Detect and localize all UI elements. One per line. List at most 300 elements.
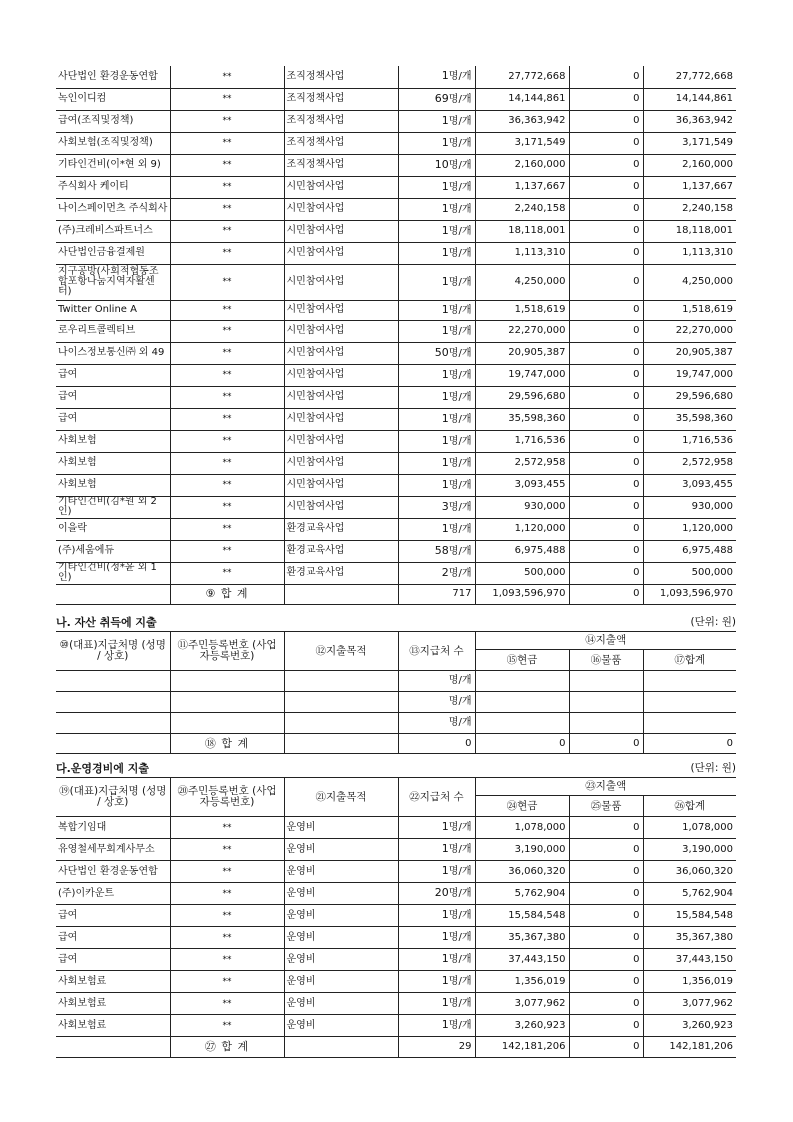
payee-name: 사회보험(조직및정책) [56, 132, 170, 154]
table-row [56, 518, 736, 540]
expense-purpose: 시민참여사업 [284, 198, 398, 220]
cash-amount: 2,572,958 [475, 452, 569, 474]
table-row [56, 949, 736, 971]
cash-amount: 930,000 [475, 496, 569, 518]
payee-name: 사단법인금융결제원 [56, 242, 170, 264]
payee-name: 급여(조직및정책) [56, 110, 170, 132]
total-row [56, 1037, 736, 1058]
header-cash: ⑮현금 [475, 650, 569, 671]
payee-count [398, 496, 475, 518]
goods-amount: 0 [569, 474, 643, 496]
table-row [56, 474, 736, 496]
table-row [56, 176, 736, 198]
table-row [56, 132, 736, 154]
expense-purpose: 운영비 [284, 1015, 398, 1037]
empty-cell [569, 671, 643, 692]
registration-number: ** [170, 242, 284, 264]
cash-amount: 29,596,680 [475, 386, 569, 408]
payee-name: (주)이카운트 [56, 883, 170, 905]
payee-count-value: 1 [441, 113, 449, 127]
payee-count [398, 1015, 475, 1037]
payee-count-unit: 명/개 [448, 203, 472, 215]
goods-amount: 0 [569, 1015, 643, 1037]
payee-count [398, 386, 475, 408]
payee-name: 사회보험료 [56, 971, 170, 993]
payee-count-unit: 명/개 [448, 115, 472, 127]
cash-amount: 22,270,000 [475, 320, 569, 342]
table-row [56, 154, 736, 176]
total-row [56, 584, 736, 604]
expense-purpose: 시민참여사업 [284, 430, 398, 452]
payee-count-unit: 명/개 [448, 137, 472, 149]
expense-purpose: 조직정책사업 [284, 110, 398, 132]
registration-number: ** [170, 110, 284, 132]
total-sum: 1,093,596,970 [643, 584, 736, 604]
payee-count-unit: 명/개 [448, 822, 472, 833]
payee-count-unit: 명/개 [448, 225, 472, 237]
payee-name: 급여 [56, 927, 170, 949]
total-sum: 142,181,206 [643, 1037, 736, 1058]
total-amount: 1,137,667 [643, 176, 736, 198]
payee-count [398, 861, 475, 883]
total-blank [56, 734, 170, 754]
payee-count-unit: 명/개 [448, 954, 472, 965]
registration-number: ** [170, 88, 284, 110]
header-purpose: ⑫지출목적 [284, 632, 398, 671]
payee-count [398, 364, 475, 386]
payee-count-unit: 명/개 [448, 247, 472, 259]
total-amount: 1,716,536 [643, 430, 736, 452]
cash-amount: 3,077,962 [475, 993, 569, 1015]
payee-count [398, 342, 475, 364]
total-amount: 2,240,158 [643, 198, 736, 220]
expense-purpose: 조직정책사업 [284, 154, 398, 176]
payee-count [398, 817, 475, 839]
payee-count-unit: 명/개 [448, 501, 472, 513]
table-row [56, 861, 736, 883]
cash-amount: 2,160,000 [475, 154, 569, 176]
total-amount: 35,598,360 [643, 408, 736, 430]
empty-cell [475, 671, 569, 692]
empty-cell [170, 692, 284, 713]
payee-count-unit: 명/개 [448, 479, 472, 491]
goods-amount: 0 [569, 110, 643, 132]
expense-purpose: 시민참여사업 [284, 496, 398, 518]
payee-count-value: 1 [441, 996, 449, 1009]
total-blank [284, 1037, 398, 1058]
goods-amount: 0 [569, 817, 643, 839]
payee-count [398, 320, 475, 342]
cash-amount: 1,518,619 [475, 300, 569, 320]
expense-purpose: 조직정책사업 [284, 132, 398, 154]
table-row [56, 496, 736, 518]
expense-purpose: 조직정책사업 [284, 66, 398, 88]
goods-amount: 0 [569, 176, 643, 198]
empty-cell [56, 713, 170, 734]
expense-purpose: 운영비 [284, 927, 398, 949]
payee-count [398, 905, 475, 927]
goods-amount: 0 [569, 905, 643, 927]
payee-count [398, 132, 475, 154]
payee-count-value: 1 [441, 302, 449, 316]
payee-count [398, 264, 475, 300]
payee-count-unit: 명/개 [448, 545, 472, 557]
total-amount: 3,077,962 [643, 993, 736, 1015]
payee-count-unit: 명/개 [448, 976, 472, 987]
payee-count [398, 242, 475, 264]
payee-name: 로우리트콜렉티브 [56, 320, 170, 342]
payee-count-value: 1 [441, 974, 449, 987]
table-row [56, 839, 736, 861]
registration-number: ** [170, 364, 284, 386]
total-amount: 20,905,387 [643, 342, 736, 364]
registration-number: ** [170, 927, 284, 949]
payee-name: 나이스정보통신㈜ 외 49 [56, 342, 170, 364]
goods-amount: 0 [569, 430, 643, 452]
total-amount: 36,060,320 [643, 861, 736, 883]
payee-name: 기타인건비(정*윤 외 1인) [56, 562, 170, 584]
asset-acquisition-table [56, 631, 736, 754]
goods-amount: 0 [569, 949, 643, 971]
payee-count-value: 1 [441, 864, 449, 877]
payee-count-value: 1 [441, 274, 449, 288]
goods-amount: 0 [569, 540, 643, 562]
empty-cell [569, 692, 643, 713]
total-cash: 0 [475, 734, 569, 754]
empty-cell [170, 671, 284, 692]
registration-number: ** [170, 342, 284, 364]
goods-amount: 0 [569, 88, 643, 110]
total-amount: 4,250,000 [643, 264, 736, 300]
header-purpose: ㉑지출목적 [284, 778, 398, 817]
table-row [56, 264, 736, 300]
header-total: ㉖합계 [643, 796, 736, 817]
goods-amount: 0 [569, 386, 643, 408]
payee-name: 사회보험 [56, 474, 170, 496]
registration-number: ** [170, 905, 284, 927]
payee-count-unit: 명/개 [448, 888, 472, 899]
cash-amount: 3,260,923 [475, 1015, 569, 1037]
total-amount: 19,747,000 [643, 364, 736, 386]
registration-number: ** [170, 971, 284, 993]
payee-name: 나이스페이먼츠 주식회사 [56, 198, 170, 220]
payee-name: 주식회사 케이티 [56, 176, 170, 198]
cash-amount: 35,367,380 [475, 927, 569, 949]
expense-purpose: 시민참여사업 [284, 242, 398, 264]
payee-count-value: 1 [441, 820, 449, 833]
goods-amount: 0 [569, 971, 643, 993]
total-row [56, 734, 736, 754]
table-row [56, 110, 736, 132]
payee-name: 급여 [56, 949, 170, 971]
total-amount: 5,762,904 [643, 883, 736, 905]
total-goods: 0 [569, 1037, 643, 1058]
cash-amount: 14,144,861 [475, 88, 569, 110]
goods-amount: 0 [569, 408, 643, 430]
payee-count-unit: 명/개 [448, 910, 472, 921]
expense-purpose: 시민참여사업 [284, 300, 398, 320]
payee-name: 사회보험 [56, 430, 170, 452]
payee-name: (주)세움에듀 [56, 540, 170, 562]
goods-amount: 0 [569, 132, 643, 154]
payee-name: 사단법인 환경운동연합 [56, 66, 170, 88]
total-sum: 0 [643, 734, 736, 754]
registration-number: ** [170, 883, 284, 905]
expense-purpose: 운영비 [284, 949, 398, 971]
cash-amount: 36,363,942 [475, 110, 569, 132]
payee-count [398, 949, 475, 971]
payee-count-unit: 명/개 [448, 276, 472, 288]
total-amount: 930,000 [643, 496, 736, 518]
registration-number: ** [170, 264, 284, 300]
payee-count-value: 1 [441, 323, 449, 337]
payee-count-unit: 명/개 [448, 347, 472, 359]
expense-purpose: 시민참여사업 [284, 386, 398, 408]
goods-amount: 0 [569, 320, 643, 342]
payee-count [398, 66, 475, 88]
expense-purpose: 시민참여사업 [284, 264, 398, 300]
header-count: ㉒지급처 수 [398, 778, 475, 817]
cash-amount: 18,118,001 [475, 220, 569, 242]
payee-count-unit: 명/개 [448, 932, 472, 943]
header-registration: ⑪주민등록번호 (사업자등록번호) [170, 632, 284, 671]
total-number: ⑱ [204, 736, 217, 750]
payee-count-unit: 명/개 [448, 71, 472, 83]
header-count: ⑬지급처 수 [398, 632, 475, 671]
payee-count-value: 1 [441, 223, 449, 237]
total-goods: 0 [569, 584, 643, 604]
payee-name: 급여 [56, 386, 170, 408]
table-row [56, 300, 736, 320]
table-row [56, 993, 736, 1015]
cash-amount: 4,250,000 [475, 264, 569, 300]
payee-count-unit: 명/개 [448, 159, 472, 171]
empty-cell [643, 692, 736, 713]
payee-name: 유영철세무회계사무소 [56, 839, 170, 861]
total-amount: 3,171,549 [643, 132, 736, 154]
operating-expense-table [56, 777, 736, 1058]
goods-amount: 0 [569, 154, 643, 176]
total-blank [56, 584, 170, 604]
cash-amount: 19,747,000 [475, 364, 569, 386]
goods-amount: 0 [569, 198, 643, 220]
total-blank [284, 584, 398, 604]
section-asset-acquisition-header [56, 614, 736, 630]
payee-name: 급여 [56, 364, 170, 386]
payee-count-unit: 명/개 [398, 671, 475, 692]
payee-count [398, 474, 475, 496]
total-amount: 22,270,000 [643, 320, 736, 342]
empty-cell [475, 713, 569, 734]
table-row [56, 66, 736, 88]
payee-name: 급여 [56, 408, 170, 430]
payee-name: 녹인이디컴 [56, 88, 170, 110]
payee-count [398, 198, 475, 220]
registration-number: ** [170, 452, 284, 474]
payee-count [398, 540, 475, 562]
registration-number: ** [170, 562, 284, 584]
empty-cell [170, 713, 284, 734]
expense-purpose: 운영비 [284, 883, 398, 905]
payee-name: 사회보험료 [56, 993, 170, 1015]
goods-amount: 0 [569, 927, 643, 949]
total-amount: 15,584,548 [643, 905, 736, 927]
payee-name: (주)크레비스파트너스 [56, 220, 170, 242]
payee-count [398, 300, 475, 320]
payee-count [398, 518, 475, 540]
unit-label: (단위: 원) [690, 762, 736, 774]
total-number: ⑨ [205, 587, 217, 600]
table-row [56, 671, 736, 692]
total-count: 29 [398, 1037, 475, 1058]
registration-number: ** [170, 518, 284, 540]
goods-amount: 0 [569, 518, 643, 540]
total-label [170, 584, 284, 604]
payee-count-unit: 명/개 [448, 567, 472, 579]
expense-purpose: 운영비 [284, 861, 398, 883]
payee-count [398, 993, 475, 1015]
empty-cell [284, 671, 398, 692]
total-amount: 3,093,455 [643, 474, 736, 496]
header-goods: ㉕물품 [569, 796, 643, 817]
payee-count-value: 20 [434, 886, 449, 899]
total-label [170, 734, 284, 754]
payee-count-value: 2 [441, 565, 449, 579]
goods-amount: 0 [569, 883, 643, 905]
payee-count-value: 1 [441, 455, 449, 469]
header-goods: ⑯물품 [569, 650, 643, 671]
payee-name: Twitter Online A [56, 300, 170, 320]
cash-amount: 20,905,387 [475, 342, 569, 364]
total-text: 합 계 [221, 736, 250, 750]
registration-number: ** [170, 154, 284, 176]
cash-amount: 1,137,667 [475, 176, 569, 198]
total-amount: 36,363,942 [643, 110, 736, 132]
table-row [56, 883, 736, 905]
registration-number: ** [170, 320, 284, 342]
cash-amount: 27,772,668 [475, 66, 569, 88]
table-row [56, 713, 736, 734]
table-row [56, 342, 736, 364]
payee-count-unit: 명/개 [448, 369, 472, 381]
total-amount: 6,975,488 [643, 540, 736, 562]
registration-number: ** [170, 540, 284, 562]
total-amount: 2,160,000 [643, 154, 736, 176]
table-row [56, 386, 736, 408]
payee-count [398, 562, 475, 584]
expense-purpose: 시민참여사업 [284, 474, 398, 496]
payee-count-unit: 명/개 [448, 523, 472, 535]
payee-count-unit: 명/개 [448, 1020, 472, 1031]
payee-count [398, 452, 475, 474]
cash-amount: 5,762,904 [475, 883, 569, 905]
payee-count-value: 69 [434, 91, 449, 105]
table-row [56, 817, 736, 839]
goods-amount: 0 [569, 342, 643, 364]
table-row [56, 971, 736, 993]
payee-name: 급여 [56, 905, 170, 927]
payee-count-value: 1 [441, 477, 449, 491]
expense-purpose: 시민참여사업 [284, 342, 398, 364]
goods-amount: 0 [569, 861, 643, 883]
total-amount: 1,518,619 [643, 300, 736, 320]
table-row [56, 408, 736, 430]
header-amount: ⑭지출액 [475, 632, 736, 650]
payee-count [398, 971, 475, 993]
payee-count-unit: 명/개 [448, 325, 472, 337]
payee-count-value: 1 [441, 179, 449, 193]
table-row [56, 242, 736, 264]
payee-count-value: 1 [441, 1018, 449, 1031]
cash-amount: 3,171,549 [475, 132, 569, 154]
payee-count-value: 3 [441, 499, 449, 513]
payee-name: 복합기임대 [56, 817, 170, 839]
payee-count [398, 88, 475, 110]
payee-count-value: 1 [441, 411, 449, 425]
payee-count-value: 50 [434, 345, 449, 359]
total-cash: 142,181,206 [475, 1037, 569, 1058]
table-row [56, 1015, 736, 1037]
expense-purpose: 환경교육사업 [284, 518, 398, 540]
total-amount: 1,120,000 [643, 518, 736, 540]
expense-purpose: 시민참여사업 [284, 408, 398, 430]
table-row [56, 927, 736, 949]
total-text: 합 계 [221, 1040, 250, 1053]
payee-count-unit: 명/개 [448, 304, 472, 316]
header-registration: ⑳주민등록번호 (사업자등록번호) [170, 778, 284, 817]
expense-purpose: 운영비 [284, 971, 398, 993]
section-operating-expense-header [56, 760, 736, 776]
table-row [56, 198, 736, 220]
registration-number: ** [170, 198, 284, 220]
expense-purpose: 환경교육사업 [284, 540, 398, 562]
goods-amount: 0 [569, 66, 643, 88]
total-amount: 29,596,680 [643, 386, 736, 408]
total-amount: 14,144,861 [643, 88, 736, 110]
payee-count-unit: 명/개 [448, 181, 472, 193]
empty-cell [643, 671, 736, 692]
total-amount: 1,356,019 [643, 971, 736, 993]
expense-purpose: 운영비 [284, 905, 398, 927]
empty-cell [643, 713, 736, 734]
goods-amount: 0 [569, 562, 643, 584]
payee-count [398, 927, 475, 949]
cash-amount: 35,598,360 [475, 408, 569, 430]
payee-count-value: 10 [434, 157, 449, 171]
total-count: 0 [398, 734, 475, 754]
goods-amount: 0 [569, 993, 643, 1015]
cash-amount: 37,443,150 [475, 949, 569, 971]
expense-purpose: 시민참여사업 [284, 452, 398, 474]
total-count: 717 [398, 584, 475, 604]
header-amount: ㉓지출액 [475, 778, 736, 796]
payee-name: 기타인건비(이*현 외 9) [56, 154, 170, 176]
cash-amount: 500,000 [475, 562, 569, 584]
payee-name: 이을락 [56, 518, 170, 540]
unit-label: (단위: 원) [690, 616, 736, 628]
cash-amount: 3,190,000 [475, 839, 569, 861]
payee-count [398, 154, 475, 176]
payee-count-value: 1 [441, 135, 449, 149]
payee-count-value: 1 [441, 930, 449, 943]
payee-name: 지구공방(사회적협동조합포항나눔지역자활센터) [56, 264, 170, 300]
payee-name: 사단법인 환경운동연합 [56, 861, 170, 883]
total-amount: 37,443,150 [643, 949, 736, 971]
registration-number: ** [170, 817, 284, 839]
registration-number: ** [170, 66, 284, 88]
empty-cell [56, 692, 170, 713]
empty-cell [475, 692, 569, 713]
